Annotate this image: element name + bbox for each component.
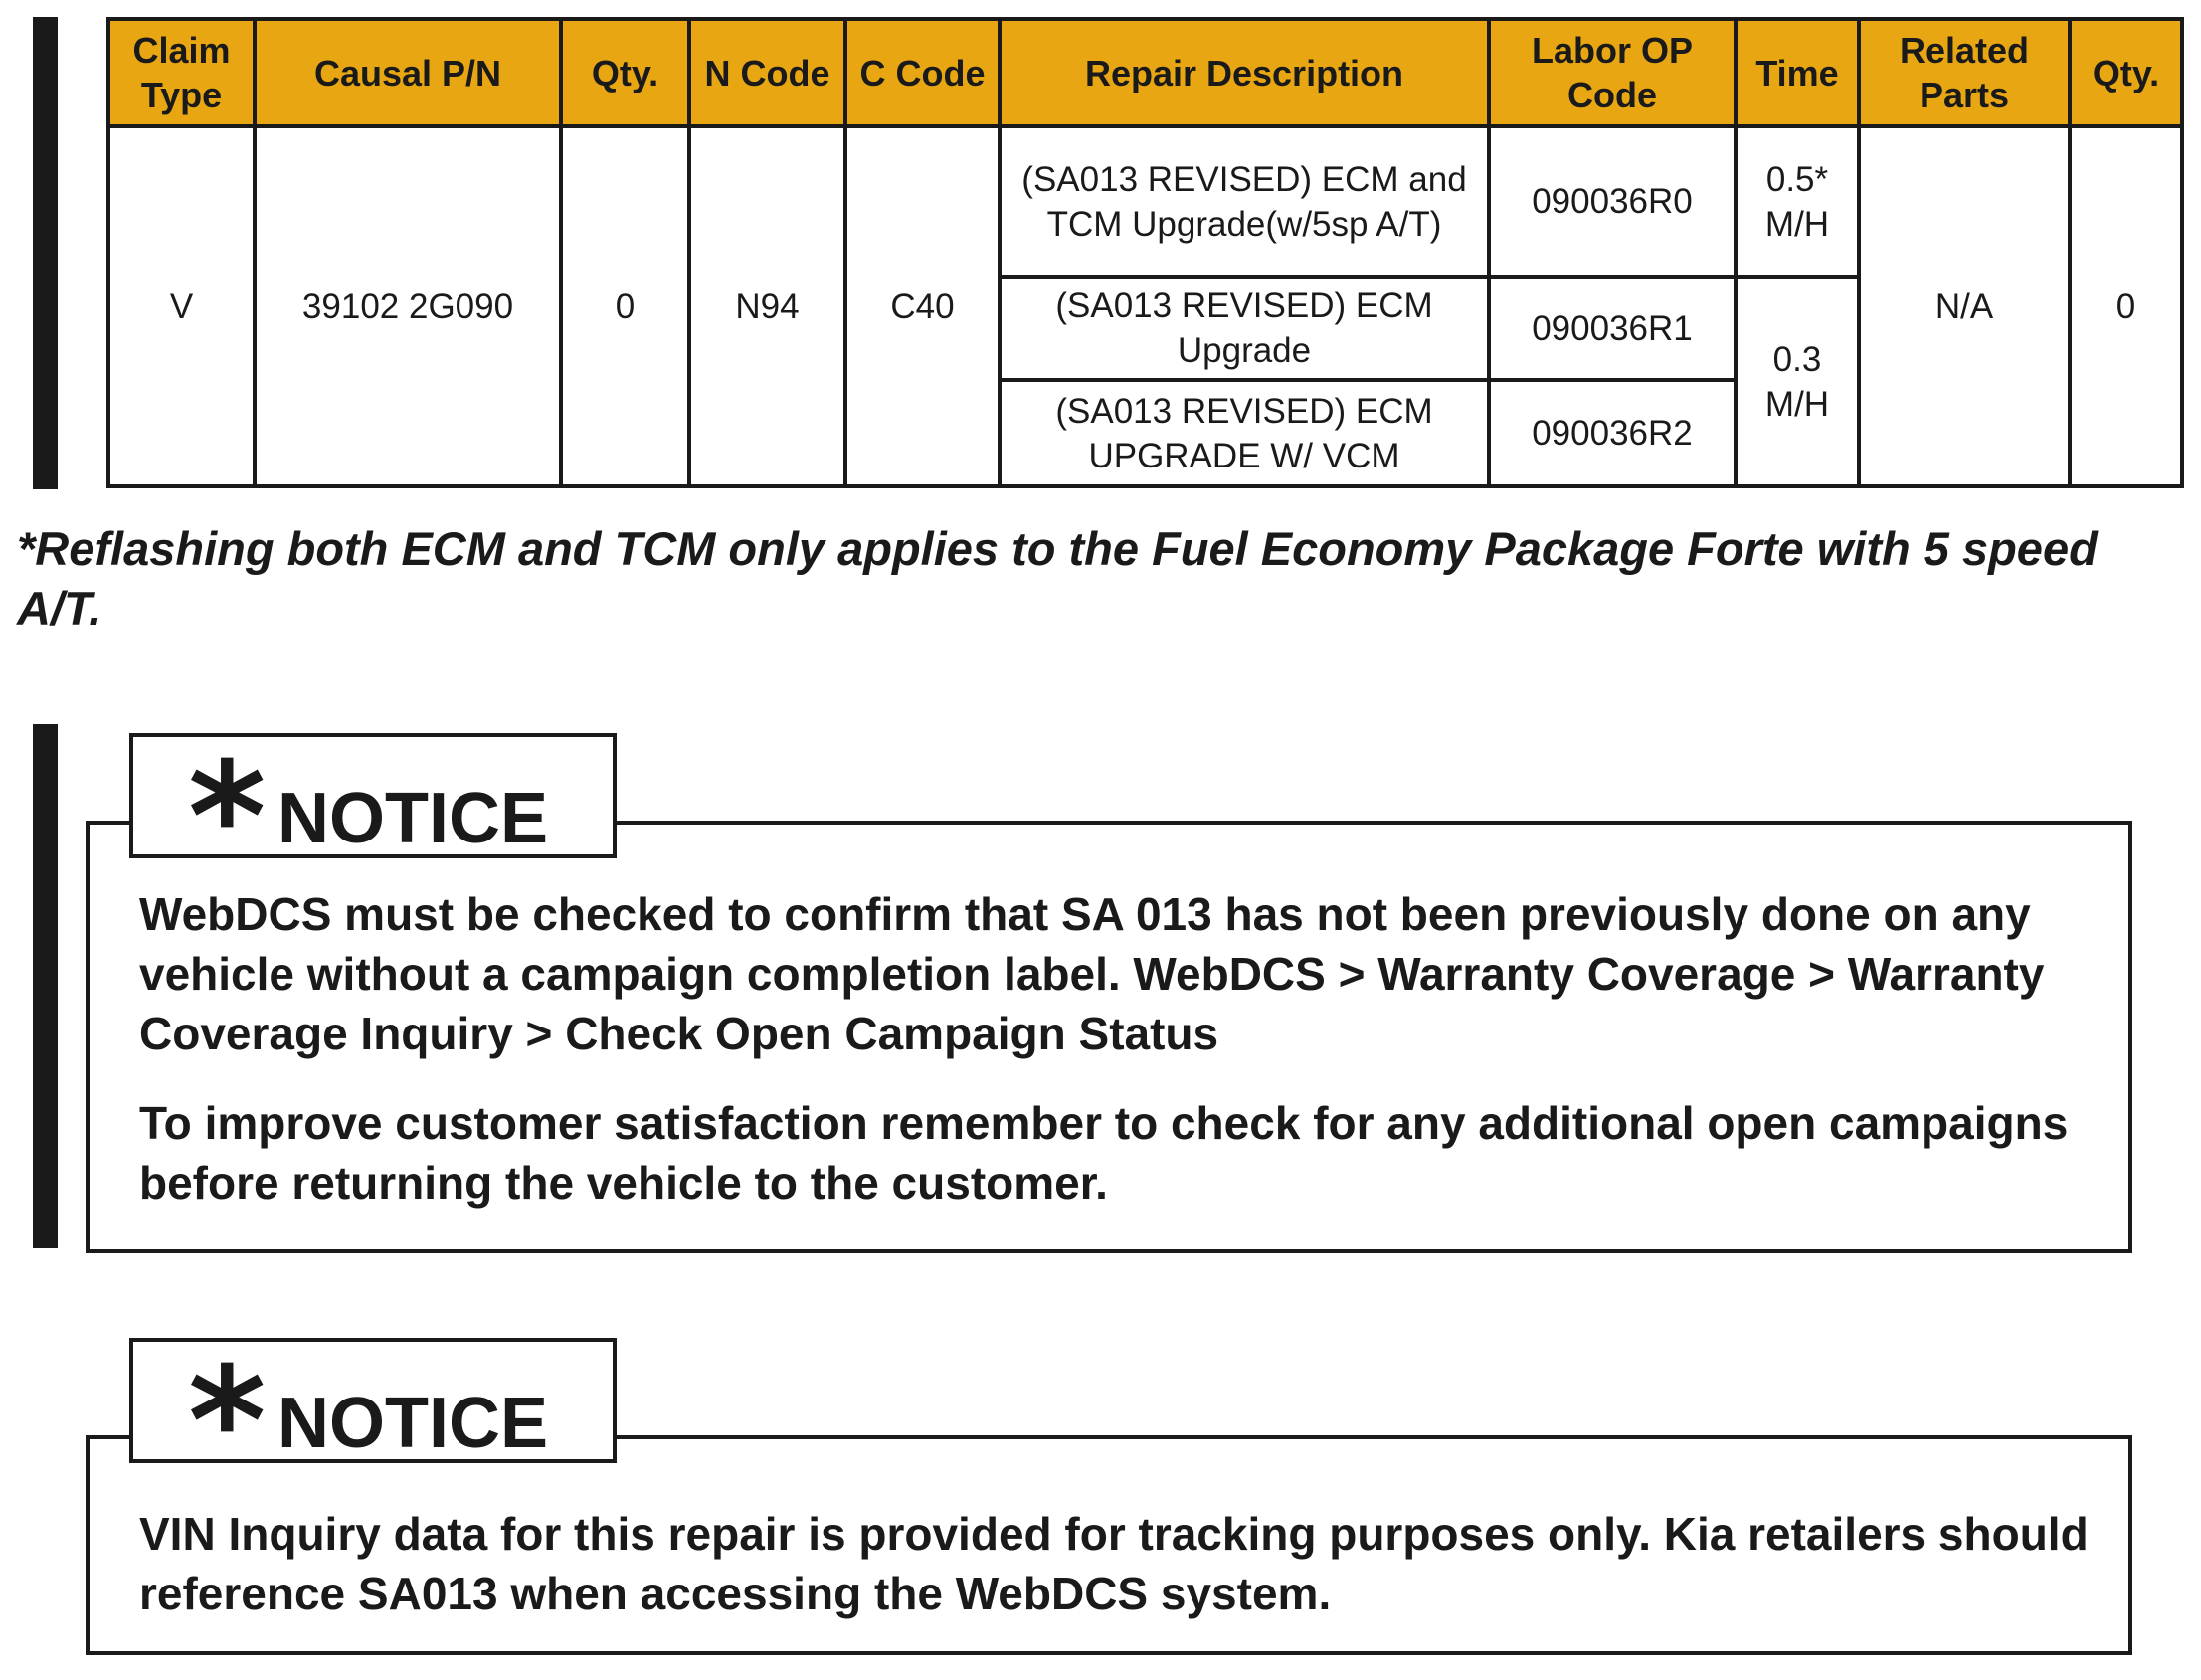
cell-labor-op-code: 090036R0 bbox=[1489, 126, 1736, 277]
cell-labor-op-code: 090036R1 bbox=[1489, 277, 1736, 380]
notice-paragraph: VIN Inquiry data for this repair is provided for tracking purposes only. Kia retailers should reference SA013 when accessing the WebDCS system. bbox=[139, 1508, 2089, 1619]
cell-time: 0.3 M/H bbox=[1736, 277, 1859, 486]
claim-table bbox=[106, 17, 2184, 488]
header-time: Time bbox=[1736, 19, 1859, 126]
header-n-code: N Code bbox=[689, 19, 845, 126]
notice-paragraph: WebDCS must be checked to confirm that SA 013 has not been previously done on any vehicle without a campaign completion label. WebDCS > Warranty Coverage > Warranty Coverage Inquiry > Check Open Campaign Status bbox=[139, 888, 2045, 1059]
notice-label bbox=[129, 731, 617, 904]
notice-box bbox=[86, 1435, 2132, 1655]
notice-paragraph: To improve customer satisfaction remember to check for any additional open campaigns before returning the vehicle to the customer. bbox=[139, 1097, 2069, 1209]
header-causal-pn: Causal P/N bbox=[255, 19, 561, 126]
header-labor-op-code: Labor OP Code bbox=[1489, 19, 1736, 126]
table-row bbox=[108, 126, 2182, 277]
cell-related-qty: 0 bbox=[2070, 126, 2182, 486]
cell-repair-description: (SA013 REVISED) ECM Upgrade bbox=[1000, 277, 1489, 380]
header-c-code: C Code bbox=[845, 19, 1000, 126]
cell-claim-type: V bbox=[108, 126, 255, 486]
header-claim-type: Claim Type bbox=[108, 19, 255, 126]
revision-bar bbox=[33, 724, 58, 1248]
header-related-parts: Related Parts bbox=[1859, 19, 2070, 126]
asterisk-icon: * bbox=[188, 731, 267, 904]
notice-box bbox=[86, 821, 2132, 1253]
cell-c-code: C40 bbox=[845, 126, 1000, 486]
cell-related-parts: N/A bbox=[1859, 126, 2070, 486]
asterisk-icon: * bbox=[188, 1336, 267, 1509]
notice-title: NOTICE bbox=[277, 779, 549, 858]
header-related-qty: Qty. bbox=[2070, 19, 2182, 126]
revision-bar bbox=[33, 17, 58, 489]
notice-title: NOTICE bbox=[277, 1384, 549, 1463]
header-qty: Qty. bbox=[561, 19, 689, 126]
cell-repair-description: (SA013 REVISED) ECM and TCM Upgrade(w/5sp A/T) bbox=[1000, 126, 1489, 277]
cell-n-code: N94 bbox=[689, 126, 845, 486]
cell-time: 0.5* M/H bbox=[1736, 126, 1859, 277]
cell-labor-op-code: 090036R2 bbox=[1489, 380, 1736, 486]
cell-causal-pn: 39102 2G090 bbox=[255, 126, 561, 486]
header-repair-description: Repair Description bbox=[1000, 19, 1489, 126]
table-header-row bbox=[108, 19, 2182, 126]
footnote: *Reflashing both ECM and TCM only applies to the Fuel Economy Package Forte with 5 speed A/T. bbox=[17, 522, 2098, 635]
notice-label bbox=[129, 1336, 617, 1509]
cell-repair-description: (SA013 REVISED) ECM UPGRADE W/ VCM bbox=[1000, 380, 1489, 486]
cell-qty: 0 bbox=[561, 126, 689, 486]
